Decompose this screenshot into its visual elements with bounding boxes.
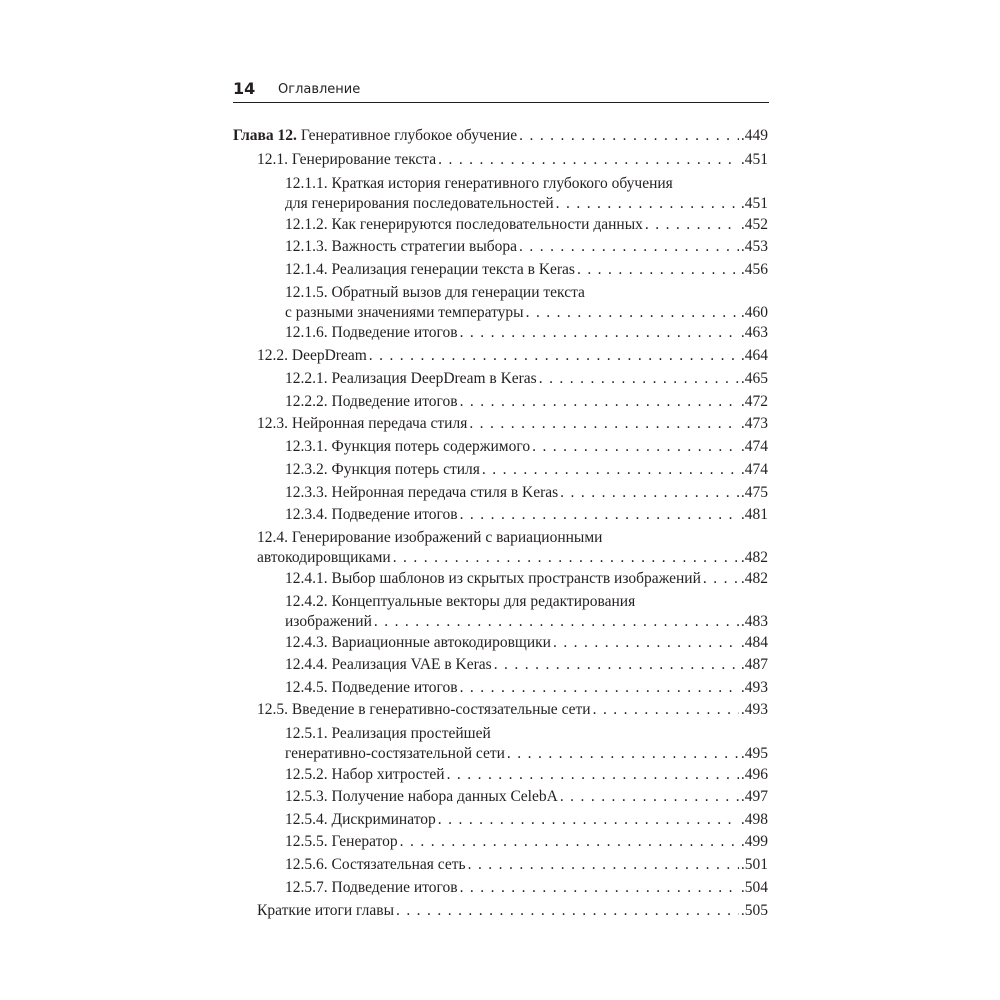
leader-dots — [526, 303, 739, 323]
leader-dots — [482, 460, 739, 480]
entry-title: 12.1.3. Важность стратегии выбора — [285, 238, 518, 255]
entry-title: 12.4.1. Выбор шаблонов из скрытых пространств изображений — [285, 570, 701, 587]
page-ref: .451 — [740, 151, 768, 168]
toc-subsection-12-1-4[interactable] — [285, 260, 768, 280]
entry-title: 12.1.2. Как генерируются последовательности данных — [285, 216, 643, 233]
toc-subsection-12-2-2[interactable] — [285, 392, 768, 412]
leader-dots — [519, 126, 739, 146]
entry-title: 12.3.3. Нейронная передача стиля в Keras — [285, 484, 559, 501]
entry-title: 12.5.1. Реализация простейшей — [285, 725, 491, 742]
entry-title-cont: генеративно-состязательной сети — [285, 745, 505, 762]
leader-dots — [447, 765, 739, 785]
entry-title: 12.3.2. Функция потерь стиля — [285, 461, 480, 478]
entry-title: 12.2. DeepDream — [257, 347, 367, 364]
entry-title: 12.3.4. Подведение итогов — [285, 506, 458, 523]
running-title: Оглавление — [278, 82, 361, 97]
entry-title-cont: для генерирования последовательностей — [285, 195, 554, 212]
toc-subsection-12-3-4[interactable] — [285, 505, 768, 525]
entry-title: 12.4.3. Вариационные автокодировщики — [285, 634, 551, 651]
leader-dots — [703, 569, 739, 589]
page-ref: .504 — [740, 879, 768, 896]
toc-section-12-2[interactable] — [257, 346, 768, 366]
page-ref: .452 — [740, 216, 768, 233]
leader-dots — [539, 369, 739, 389]
entry-title: 12.4.2. Концептуальные векторы для редактирования — [285, 593, 636, 610]
leader-dots — [468, 855, 739, 875]
entry-title: 12.5. Введение в генеративно-состязательные сети — [257, 701, 591, 718]
page-ref: .496 — [740, 766, 768, 783]
entry-title: 12.5.4. Дискриминатор — [285, 811, 436, 828]
toc-subsection-12-3-2[interactable] — [285, 460, 768, 480]
entry-title: 12.1.6. Подведение итогов — [285, 324, 458, 341]
leader-dots — [645, 215, 739, 235]
page-ref: .463 — [740, 324, 768, 341]
entry-title: 12.5.3. Получение набора данных CelebA — [285, 788, 558, 805]
leader-dots — [393, 548, 739, 568]
toc-section-12-1[interactable] — [257, 150, 768, 170]
page-ref: .482 — [740, 549, 768, 566]
page-ref: .505 — [740, 902, 768, 919]
toc-subsection-12-5-7[interactable] — [285, 878, 768, 898]
entry-title: 12.1. Генерирование текста — [257, 151, 437, 168]
page-ref: .482 — [740, 570, 768, 587]
page-number: 14 — [233, 79, 256, 98]
leader-dots — [460, 505, 739, 525]
leader-dots — [507, 744, 739, 764]
page-ref: .487 — [740, 656, 768, 673]
entry-title: 12.4. Генерирование изображений с вариационными — [257, 529, 603, 546]
page-ref: .465 — [740, 370, 768, 387]
toc-section-12-3[interactable] — [257, 414, 768, 434]
page-ref: .481 — [740, 506, 768, 523]
toc-subsection-12-1-3[interactable] — [285, 237, 768, 257]
entry-title: 12.2.1. Реализация DeepDream в Keras — [285, 370, 537, 387]
leader-dots — [553, 633, 739, 653]
page-ref: .501 — [740, 856, 768, 873]
toc-subsection-12-5-1[interactable] — [285, 724, 768, 764]
page-ref: .460 — [740, 304, 768, 321]
page-ref: .495 — [740, 745, 768, 762]
entry-title: 12.5.2. Набор хитростей — [285, 766, 445, 783]
entry-title: 12.1.1. Краткая история генеративного глубокого обучения — [285, 175, 673, 192]
entry-title-cont: с разными значениями температуры — [285, 304, 524, 321]
leader-dots — [460, 878, 739, 898]
toc-subsection-12-4-2[interactable] — [285, 592, 768, 632]
toc-subsection-12-4-5[interactable] — [285, 678, 768, 698]
toc-subsection-12-4-4[interactable] — [285, 655, 768, 675]
chapter-title: Генеративное глубокое обучение — [300, 127, 518, 144]
chapter-label: Глава 12. — [233, 127, 297, 144]
leader-dots — [396, 901, 739, 921]
leader-dots — [438, 810, 739, 830]
toc-subsection-12-3-1[interactable] — [285, 437, 768, 457]
leader-dots — [577, 260, 739, 280]
page-ref: .493 — [740, 701, 768, 718]
leader-dots — [519, 237, 739, 257]
entry-title: 12.4.5. Подведение итогов — [285, 679, 458, 696]
toc-section-12-4[interactable] — [257, 528, 768, 568]
toc-subsection-12-4-3[interactable] — [285, 633, 768, 653]
entry-title-cont: изображений — [285, 613, 372, 630]
page-ref: .497 — [740, 788, 768, 805]
leader-dots — [460, 323, 739, 343]
entry-title: 12.1.5. Обратный вызов для генерации текста — [285, 284, 585, 301]
entry-title: 12.1.4. Реализация генерации текста в Keras — [285, 261, 575, 278]
leader-dots — [494, 655, 739, 675]
page-ref: .498 — [740, 811, 768, 828]
entry-title: Краткие итоги главы — [257, 902, 394, 919]
entry-title: 12.5.6. Состязательная сеть — [285, 856, 466, 873]
leader-dots — [460, 678, 739, 698]
toc-subsection-12-5-5[interactable] — [285, 832, 768, 852]
page-ref: .451 — [740, 195, 768, 212]
leader-dots — [374, 612, 739, 632]
leader-dots — [593, 700, 739, 720]
toc-subsection-12-4-1[interactable] — [285, 569, 768, 589]
toc-chapter-12[interactable] — [233, 126, 768, 146]
toc-subsection-12-1-2[interactable] — [285, 215, 768, 235]
page-ref: .472 — [740, 393, 768, 410]
leader-dots — [438, 150, 739, 170]
entry-title: 12.3.1. Функция потерь содержимого — [285, 438, 531, 455]
page-ref: .493 — [740, 679, 768, 696]
toc-subsection-12-5-4[interactable] — [285, 810, 768, 830]
leader-dots — [400, 832, 739, 852]
page-ref: .453 — [740, 238, 768, 255]
page-ref: .499 — [740, 833, 768, 850]
toc-subsection-12-3-3[interactable] — [285, 483, 768, 503]
page-ref: .473 — [740, 415, 768, 432]
entry-title-cont: автокодировщиками — [257, 549, 391, 566]
leader-dots — [560, 787, 739, 807]
toc-subsection-12-5-6[interactable] — [285, 855, 768, 875]
toc-subsection-12-1-6[interactable] — [285, 323, 768, 343]
toc-subsection-12-1-5[interactable] — [285, 283, 768, 323]
page-ref: .484 — [740, 634, 768, 651]
entry-title: 12.2.2. Подведение итогов — [285, 393, 458, 410]
toc-subsection-12-1-1[interactable] — [285, 174, 768, 214]
entry-title: 12.5.5. Генератор — [285, 833, 398, 850]
page-ref: .464 — [740, 347, 768, 364]
leader-dots — [560, 483, 739, 503]
page-ref: .483 — [740, 613, 768, 630]
entry-title: 12.5.7. Подведение итогов — [285, 879, 458, 896]
page-ref: .474 — [740, 438, 768, 455]
toc-subsection-12-5-3[interactable] — [285, 787, 768, 807]
leader-dots — [369, 346, 739, 366]
toc-section-12-5[interactable] — [257, 700, 768, 720]
leader-dots — [469, 414, 739, 434]
page-ref: .456 — [740, 261, 768, 278]
leader-dots — [532, 437, 739, 457]
toc-subsection-12-5-2[interactable] — [285, 765, 768, 785]
leader-dots — [460, 392, 739, 412]
entry-title: 12.4.4. Реализация VAE в Keras — [285, 656, 492, 673]
leader-dots — [556, 194, 739, 214]
page-ref: .449 — [740, 127, 768, 144]
toc-subsection-12-2-1[interactable] — [285, 369, 768, 389]
page-ref: .474 — [740, 461, 768, 478]
toc-section-summary[interactable] — [257, 901, 768, 921]
page-ref: .475 — [740, 484, 768, 501]
entry-title: 12.3. Нейронная передача стиля — [257, 415, 468, 432]
